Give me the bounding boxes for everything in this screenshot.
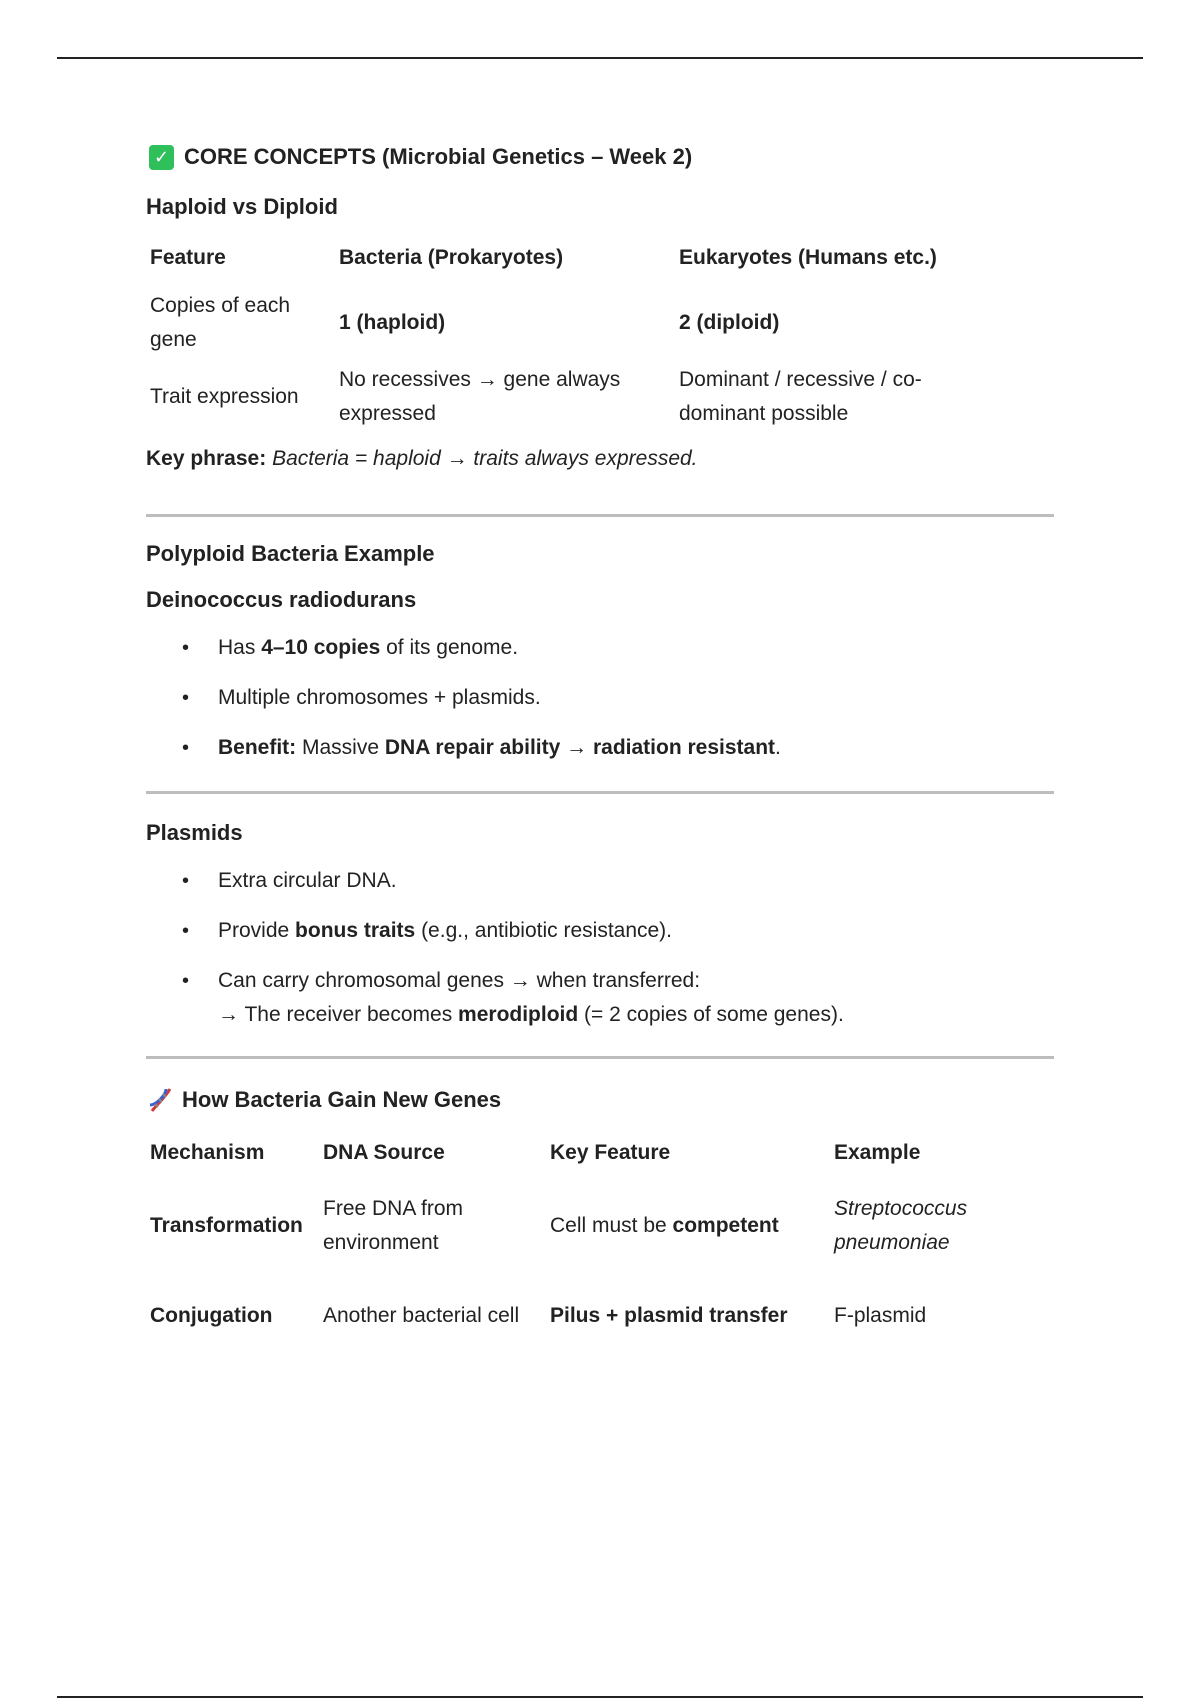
table-header-row — [146, 1125, 1010, 1181]
list-item: • Extra circular DNA. — [146, 864, 1056, 898]
cell-bacteria: No recessives → gene always expressed — [339, 368, 621, 425]
page-top-rule — [57, 57, 1143, 59]
cell-mechanism — [146, 1181, 319, 1271]
cell-example-value: Streptococcus pneumoniae — [834, 1197, 968, 1254]
polyploid-heading: Polyploid Bacteria Example — [146, 541, 435, 566]
divider — [146, 791, 1054, 794]
cell-example — [830, 1181, 1010, 1271]
header-key-feature: Key Feature — [550, 1141, 671, 1164]
dna-icon — [146, 1085, 176, 1115]
list-item — [146, 914, 1056, 948]
check-mark-icon: ✓ — [149, 145, 174, 170]
cell-bold: Pilus + plasmid transfer — [550, 1304, 788, 1327]
gene-gain-heading — [146, 1085, 1056, 1115]
core-concepts-title: CORE CONCEPTS (Microbial Genetics – Week 2) — [184, 144, 693, 169]
list-bold: radiation resistant — [592, 736, 776, 759]
page-bottom-rule — [57, 1696, 1143, 1698]
list-text: of its genome. — [380, 636, 519, 659]
cell-bold: competent — [672, 1214, 779, 1237]
list-text: Has — [218, 636, 262, 659]
cell-mechanism-value: Transformation — [150, 1214, 303, 1237]
list-item — [146, 631, 1056, 665]
cell-example: F-plasmid — [834, 1304, 927, 1327]
plasmids-heading: Plasmids — [146, 820, 243, 845]
document-body — [146, 142, 1056, 1361]
list-bold: DNA repair ability — [384, 736, 561, 759]
list-text: . — [775, 736, 781, 759]
gene-gain-table — [146, 1125, 1010, 1361]
list-bold: Benefit: — [218, 736, 297, 759]
cell-mechanism — [146, 1271, 319, 1361]
cell-key-feature — [546, 1181, 830, 1271]
list-bold: bonus traits — [295, 919, 416, 942]
key-phrase — [146, 444, 1056, 474]
list-text: (= 2 copies of some genes). — [578, 1003, 844, 1026]
list-text: Provide — [218, 919, 296, 942]
cell-feature: Copies of each gene — [150, 294, 291, 351]
gene-gain-title: How Bacteria Gain New Genes — [182, 1087, 502, 1112]
cell-key-feature — [546, 1271, 830, 1361]
cell-eukaryotes — [675, 286, 975, 360]
header-feature: Feature — [150, 246, 226, 269]
list-text: Massive — [296, 736, 385, 759]
cell-dna-source: Free DNA from environment — [323, 1197, 464, 1254]
list-bold: 4–10 copies — [261, 636, 381, 659]
header-bacteria: Bacteria (Prokaryotes) — [339, 246, 564, 269]
list-item — [146, 731, 1056, 765]
cell-eukaryotes-value: 2 (diploid) — [679, 311, 780, 334]
header-eukaryotes: Eukaryotes (Humans etc.) — [679, 246, 937, 269]
table-row — [146, 1181, 1010, 1271]
cell-bacteria — [335, 286, 675, 360]
table-header-row — [146, 230, 975, 286]
header-dna-source: DNA Source — [323, 1141, 445, 1164]
organism-name: Deinococcus radiodurans — [146, 587, 417, 612]
divider — [146, 1056, 1054, 1059]
cell-mechanism-value: Conjugation — [150, 1304, 273, 1327]
table-row — [146, 360, 975, 434]
list-bold: merodiploid — [458, 1003, 579, 1026]
header-mechanism: Mechanism — [150, 1141, 265, 1164]
table-row — [146, 1271, 1010, 1361]
header-example: Example — [834, 1141, 921, 1164]
list-item: • Multiple chromosomes + plasmids. — [146, 681, 1056, 715]
haploid-heading: Haploid vs Diploid — [146, 194, 338, 219]
core-concepts-heading — [146, 142, 1056, 172]
cell-feature: Trait expression — [150, 385, 299, 408]
list-bold: → — [560, 736, 593, 759]
plasmids-list — [146, 864, 1056, 1032]
list-text: (e.g., antibiotic resistance). — [415, 919, 673, 942]
list-text: → The receiver becomes — [218, 1003, 459, 1026]
haploid-table — [146, 230, 975, 434]
polyploid-list — [146, 631, 1056, 765]
cell-text: Cell must be — [550, 1214, 673, 1237]
divider — [146, 514, 1054, 517]
cell-dna-source: Another bacterial cell — [323, 1304, 520, 1327]
cell-eukaryotes: Dominant / recessive / co-dominant possible — [679, 368, 922, 425]
list-item — [146, 964, 1056, 1032]
list-text: Can carry chromosomal genes → when transferred: — [218, 969, 701, 992]
table-row — [146, 286, 975, 360]
key-phrase-text: Bacteria = haploid → traits always expressed. — [272, 447, 698, 470]
cell-bacteria-value: 1 (haploid) — [339, 311, 446, 334]
key-phrase-label: Key phrase: — [146, 447, 267, 470]
